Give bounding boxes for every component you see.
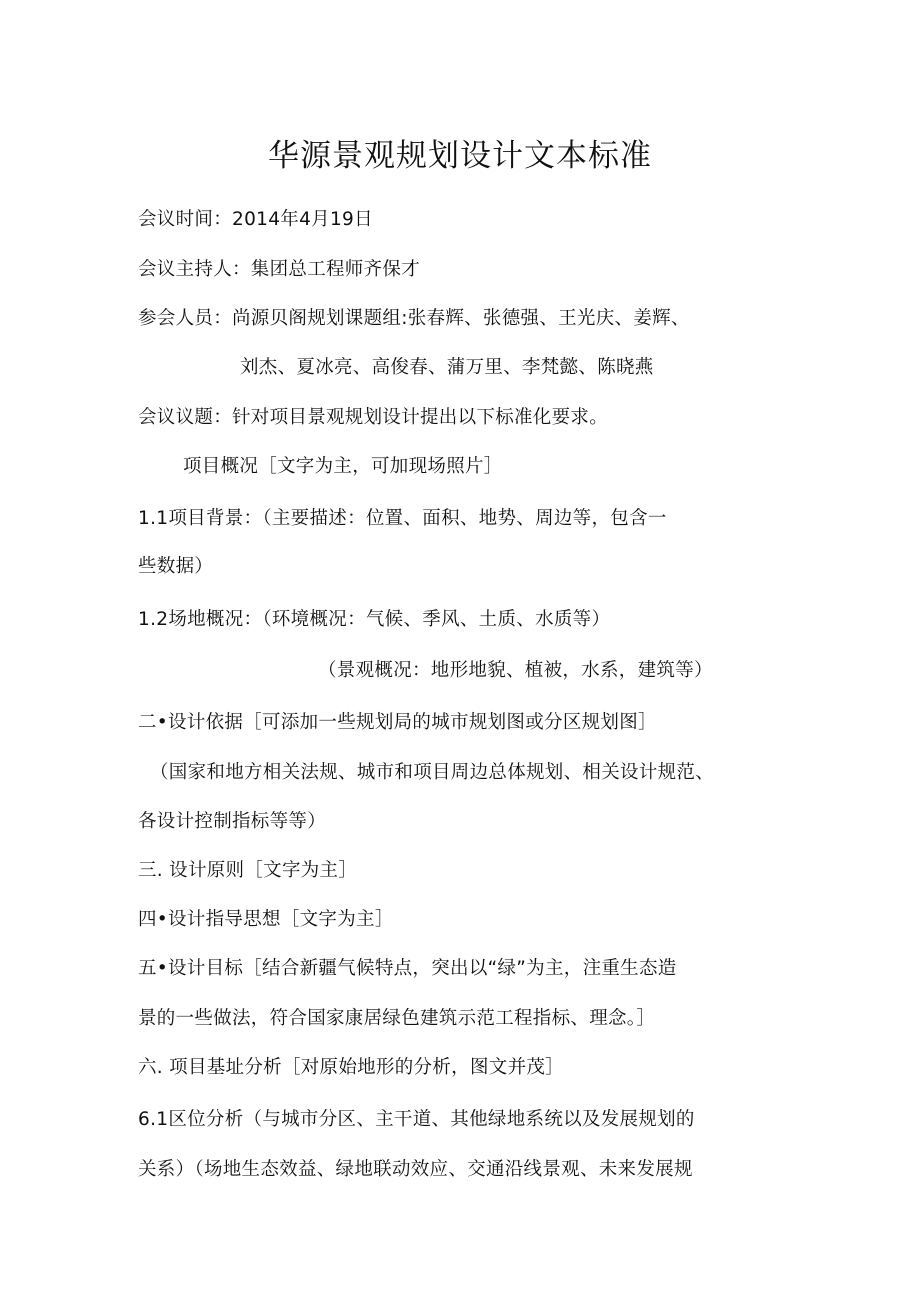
location-analysis-line: 6.1区位分析（与城市分区、主干道、其他绿地系统以及发展规划的 <box>138 1109 695 1130</box>
design-guidance-heading: 四•设计指导思想［文字为主］ <box>138 909 394 930</box>
project-overview-heading: 项目概况［文字为主，可加现场照片］ <box>183 456 503 477</box>
project-background-continued-line: 些数据） <box>138 556 214 577</box>
design-basis-details-line: （国家和地方相关法规、城市和项目周边总体规划、相关设计规范、 <box>150 762 715 783</box>
design-goals-heading: 五•设计目标［结合新疆气候特点，突出以“绿”为主，注重生态造 <box>138 958 677 979</box>
location-analysis-continued-line: 关系）（场地生态效益、绿地联动效应、交通沿线景观、未来发展规 <box>138 1159 693 1180</box>
landscape-overview-line: （景观概况：地形地貌、植被，水系，建筑等） <box>318 660 713 681</box>
participants-line: 参会人员：尚源贝阁规划课题组:张春辉、张德强、王光庆、姜辉、 <box>138 308 690 329</box>
design-goals-continued-line: 景的一些做法，符合国家康居绿色建筑示范工程指标、理念。］ <box>138 1008 656 1029</box>
design-principles-heading: 三. 设计原则［文字为主］ <box>138 860 358 881</box>
design-basis-details-continued-line: 各设计控制指标等等） <box>138 811 327 832</box>
design-basis-heading: 二•设计依据［可添加一些规划局的城市规划图或分区规划图］ <box>138 712 657 733</box>
meeting-time-line: 会议时间：2014年4月19日 <box>138 209 373 230</box>
project-background-line: 1.1项目背景：（主要描述：位置、面积、地势、周边等，包含一 <box>138 508 667 529</box>
meeting-host-line: 会议主持人：集团总工程师齐保才 <box>138 259 421 280</box>
document-title: 华源景观规划设计文本标准 <box>268 138 652 174</box>
site-overview-line: 1.2场地概况：（环境概况：气候、季风、土质、水质等） <box>138 609 611 630</box>
site-analysis-heading: 六. 项目基址分析［对原始地形的分析，图文并茂］ <box>138 1057 564 1078</box>
participants-continued-line: 刘杰、夏冰亮、高俊春、蒲万里、李梵懿、陈晓燕 <box>240 357 654 378</box>
meeting-topic-line: 会议议题：针对项目景观规划设计提出以下标准化要求。 <box>138 407 609 428</box>
